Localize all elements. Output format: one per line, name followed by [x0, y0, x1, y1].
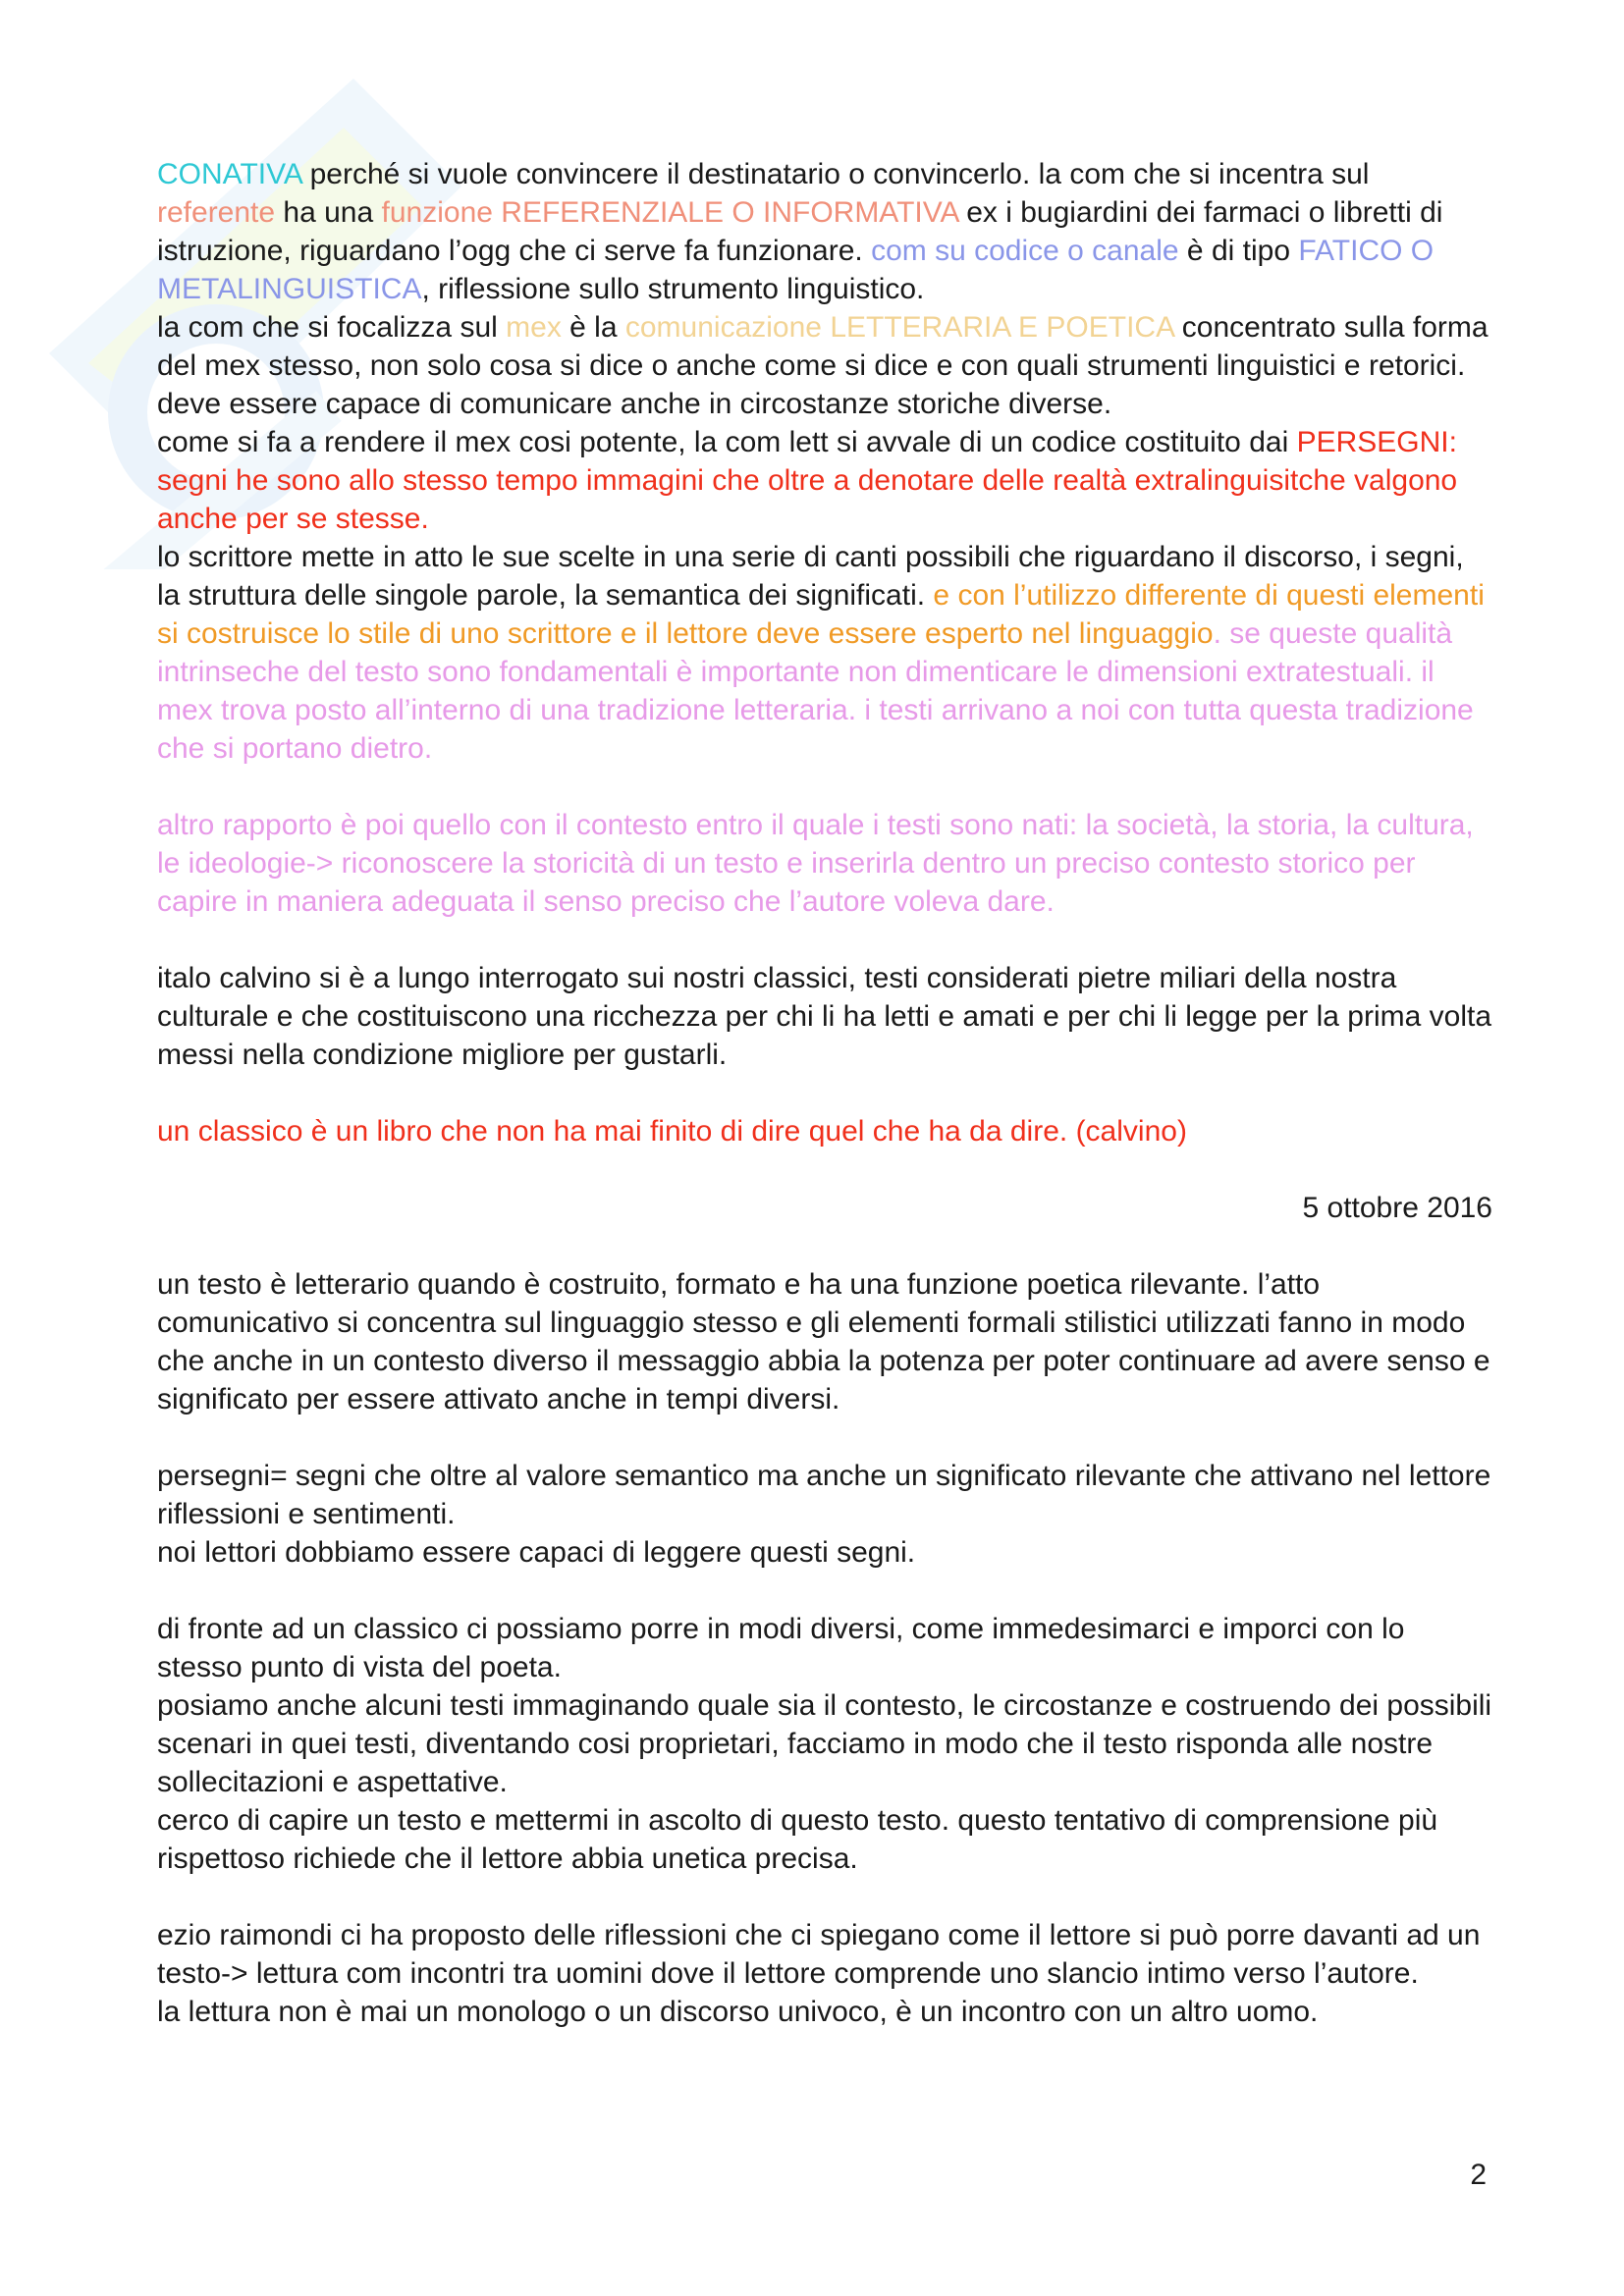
- text-span: lo scrittore mette in atto le sue scelte in una serie di canti possibili che riguardano il discorso, i segni, la struttura delle singole parole, la semantica dei significati.: [157, 541, 1464, 612]
- term-referente: referente: [157, 196, 276, 229]
- paragraph-6: italo calvino si è a lungo interrogato sui nostri classici, testi considerati pietre miliari della nostra culturale e che costituiscono una ricchezza per chi li ha letti e amati e per chi li legge per la prima volta messi nella condizione migliore per gustarli.: [157, 962, 1492, 1071]
- text-span: la com che si focalizza sul: [157, 311, 507, 344]
- text-span: perché si vuole convincere il destinatario o convincerlo. la com che si incentra sul: [301, 158, 1370, 190]
- document-body: [157, 155, 1492, 2031]
- paragraph-14: ezio raimondi ci ha proposto delle riflessioni che ci spiegano come il lettore si può porre davanti ad un testo-> lettura com incontri tra uomini dove il lettore comprende uno slancio intimo verso l’autore.: [157, 1919, 1481, 1990]
- text-span: ha una: [275, 196, 382, 229]
- paragraph-13: cerco di capire un testo e mettermi in ascolto di questo testo. questo tentativo di comprensione più rispettoso richiede che il lettore abbia unetica precisa.: [157, 1804, 1438, 1875]
- stile-highlight: e con l’utilizzo differente di questi elementi si costruisce lo stile di uno scrittore e il lettore deve essere esperto nel linguaggio: [157, 579, 1485, 650]
- paragraph-8: un testo è letterario quando è costruito, formato e ha una funzione poetica rilevante. l’atto comunicativo si concentra sul linguaggio stesso e gli elementi formali stilistici utilizzati fanno in modo che anche in un contesto diverso il messaggio abbia la potenza per poter continuare ad avere senso e significato per essere attivato anche in tempi diversi.: [157, 1268, 1490, 1415]
- paragraph-10: noi lettori dobbiamo essere capaci di leggere questi segni.: [157, 1536, 916, 1569]
- paragraph-5: altro rapporto è poi quello con il contesto entro il quale i testi sono nati: la società, la storia, la cultura, le ideologie-> riconoscere la storicità di un testo e inserirla dentro un preciso contesto storico per capire in maniera adeguata il senso preciso che l’autore voleva dare.: [157, 809, 1474, 918]
- term-mex: mex: [506, 311, 562, 344]
- paragraph-9: persegni= segni che oltre al valore semantico ma anche un significato rilevante che attivano nel lettore riflessioni e sentimenti.: [157, 1460, 1491, 1530]
- text-span: come si fa a rendere il mex cosi potente, la com lett si avvale di un codice costituito dai: [157, 426, 1297, 458]
- text-span: ex i bugiardini dei farmaci o libretti di istruzione, riguardano l’ogg che ci serve fa funzionare.: [157, 196, 1443, 267]
- paragraph-4: [157, 538, 1492, 768]
- calvino-quote: un classico è un libro che non ha mai finito di dire quel che ha da dire. (calvino): [157, 1115, 1187, 1148]
- paragraph-12: posiamo anche alcuni testi immaginando quale sia il contesto, le circostanze e costruendo dei possibili scenari in quei testi, diventando cosi proprietari, facciamo in modo che il testo risponda alle nostre sollecitazioni e aspettative.: [157, 1689, 1492, 1798]
- term-fatico: FATICO O METALINGUISTICA: [157, 235, 1435, 305]
- term-comunicazione-letteraria: comunicazione LETTERARIA E POETICA: [624, 311, 1174, 344]
- term-codice-canale: com su codice o canale: [871, 235, 1179, 267]
- term-funzione-referenziale: funzione REFERENZIALE O INFORMATIVA: [381, 196, 958, 229]
- text-span: concentrato sulla forma del mex stesso, non solo cosa si dice o anche come si dice e con quali strumenti linguistici e retorici. deve essere capace di comunicare anche in circostanze storiche diverse.: [157, 311, 1489, 420]
- paragraph-11: di fronte ad un classico ci possiamo porre in modi diversi, come immedesimarci e imporci con lo stesso punto di vista del poeta.: [157, 1613, 1405, 1683]
- persegni-definition: : segni he sono allo stesso tempo immagini che oltre a denotare delle realtà extralinguisitche valgono anche per se stesse.: [157, 426, 1458, 535]
- text-span: è la: [561, 311, 625, 344]
- extratestuali-highlight: se queste qualità intrinseche del testo sono fondamentali è importante non dimenticare le dimensioni extratestuali. il mex trova posto all’interno di una tradizione letteraria. i testi arrivano a noi con tutta questa tradizione che si portano dietro.: [157, 617, 1474, 765]
- text-span: , riflessione sullo strumento linguistico.: [421, 273, 925, 305]
- date-heading: 5 ottobre 2016: [1302, 1192, 1492, 1224]
- paragraph-2: [157, 308, 1492, 423]
- page-number: 2: [1470, 2159, 1487, 2191]
- paragraph-15: la lettura non è mai un monologo o un discorso univoco, è un incontro con un altro uomo.: [157, 1996, 1319, 2028]
- term-conativa: CONATIVA: [157, 158, 302, 190]
- term-persegni: PERSEGNI: [1296, 426, 1449, 458]
- text-span: .: [1213, 617, 1230, 650]
- text-span: è di tipo: [1178, 235, 1299, 267]
- paragraph-3: [157, 423, 1492, 538]
- paragraph-1: [157, 155, 1492, 308]
